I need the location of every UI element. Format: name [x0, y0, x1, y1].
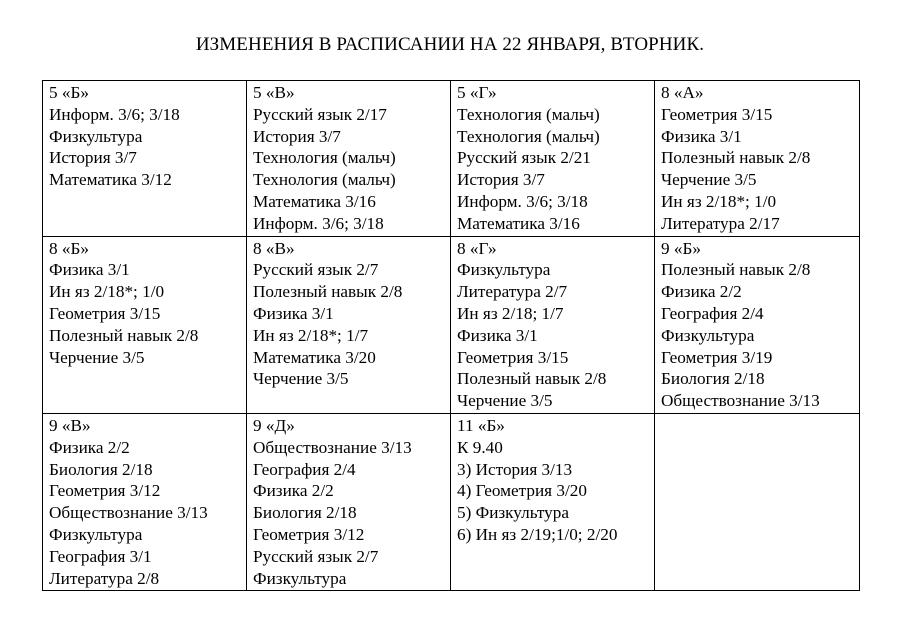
schedule-row — [43, 236, 860, 413]
lesson-entry: 4) Геометрия 3/20 — [457, 481, 587, 501]
class-name: 5 «Г» — [457, 83, 497, 102]
lesson-entry: Ин яз 2/18*; 1/0 — [49, 282, 165, 302]
lesson-entry: Черчение 3/5 — [253, 369, 349, 389]
lesson-entry: Физкультура — [49, 524, 143, 544]
lesson-entry: Технология (мальч) — [253, 148, 396, 168]
lesson-entry: Физкультура — [457, 260, 551, 280]
class-name: 8 «Б» — [49, 238, 89, 258]
lesson-entry: История 3/7 — [253, 126, 341, 146]
schedule-row — [43, 81, 860, 237]
lesson-entry: Русский язык 2/7 — [253, 546, 379, 566]
lesson-entry: Литература 2/8 — [49, 568, 160, 588]
lesson-entry: Русский язык 2/17 — [253, 104, 387, 124]
class-name: 9 «В» — [49, 415, 91, 435]
schedule-table — [42, 80, 860, 591]
lesson-entry: История 3/7 — [49, 148, 137, 168]
lesson-entry: Математика 3/16 — [457, 213, 580, 233]
lesson-entry: Геометрия 3/12 — [253, 524, 365, 544]
lesson-entry: Литература 2/17 — [661, 213, 780, 233]
lesson-entry: Ин яз 2/18*; 1/7 — [253, 325, 369, 345]
lesson-entry: Полезный навык 2/8 — [661, 260, 811, 280]
lesson-entry: 3) История 3/13 — [457, 459, 573, 479]
lesson-entry: Обществознание 3/13 — [49, 503, 208, 523]
class-name: 9 «Б» — [661, 238, 701, 258]
lesson-entry: Обществознание 3/13 — [253, 437, 412, 457]
lesson-entry: Физика 2/2 — [49, 437, 130, 457]
lesson-entry: Технология (мальч) — [457, 104, 600, 124]
lesson-entry: Черчение 3/5 — [49, 347, 145, 367]
lesson-entry: Математика 3/20 — [253, 347, 376, 367]
class-name: 8 «А» — [661, 83, 704, 102]
lesson-entry: Биология 2/18 — [661, 369, 765, 389]
lesson-entry: Информ. 3/6; 3/18 — [457, 191, 588, 211]
lesson-entry: К 9.40 — [457, 437, 503, 457]
page-title: ИЗМЕНЕНИЯ В РАСПИСАНИИ НА 22 ЯНВАРЯ, ВТОРНИК. — [195, 34, 705, 55]
class-name: 8 «В» — [253, 238, 295, 258]
lesson-entry: Технология (мальч) — [253, 170, 396, 190]
lesson-entry: 6) Ин яз 2/19;1/0; 2/20 — [457, 524, 618, 544]
lesson-entry: Математика 3/16 — [253, 191, 376, 211]
lesson-entry: Геометрия 3/12 — [49, 481, 161, 501]
lesson-entry: Полезный навык 2/8 — [49, 325, 199, 345]
class-cell — [451, 236, 655, 413]
class-name: 8 «Г» — [457, 238, 497, 258]
lesson-entry: Геометрия 3/19 — [661, 347, 773, 367]
lesson-entry: Математика 3/12 — [49, 170, 172, 190]
class-cell — [43, 413, 247, 590]
lesson-entry: Физика 3/1 — [661, 126, 742, 146]
lesson-entry: Технология (мальч) — [457, 126, 600, 146]
lesson-entry: Геометрия 3/15 — [457, 347, 569, 367]
lesson-entry: Геометрия 3/15 — [661, 104, 773, 124]
class-name: 5 «Б» — [49, 83, 89, 102]
lesson-entry: Черчение 3/5 — [661, 170, 757, 190]
lesson-entry: География 2/4 — [253, 459, 356, 479]
class-cell — [655, 236, 860, 413]
class-cell — [451, 81, 655, 237]
class-cell — [247, 81, 451, 237]
lesson-entry: Полезный навык 2/8 — [661, 148, 811, 168]
lesson-entry: 5) Физкультура — [457, 503, 569, 523]
class-cell — [655, 81, 860, 237]
class-cell — [43, 81, 247, 237]
lesson-entry: Обществознание 3/13 — [661, 391, 820, 411]
lesson-entry: География 2/4 — [661, 303, 764, 323]
lesson-entry: Физкультура — [661, 325, 755, 345]
lesson-entry: География 3/1 — [49, 546, 152, 566]
schedule-body — [43, 81, 860, 591]
class-cell — [247, 236, 451, 413]
class-cell — [655, 413, 860, 590]
lesson-entry: Физика 3/1 — [457, 325, 538, 345]
class-cell — [43, 236, 247, 413]
lesson-entry: Полезный навык 2/8 — [253, 282, 403, 302]
lesson-entry: Черчение 3/5 — [457, 391, 553, 411]
lesson-entry: Физика 3/1 — [253, 303, 334, 323]
lesson-entry: Русский язык 2/21 — [457, 148, 591, 168]
class-cell — [451, 413, 655, 590]
lesson-entry: Физика 3/1 — [49, 260, 130, 280]
lesson-entry: История 3/7 — [457, 170, 545, 190]
lesson-entry: Физкультура — [49, 126, 143, 146]
lesson-entry: Геометрия 3/15 — [49, 303, 161, 323]
lesson-entry: Полезный навык 2/8 — [457, 369, 607, 389]
class-name: 5 «В» — [253, 83, 295, 102]
lesson-entry: Физкультура — [253, 568, 347, 588]
lesson-entry: Физика 2/2 — [661, 282, 742, 302]
lesson-entry: Информ. 3/6; 3/18 — [253, 213, 384, 233]
lesson-entry: Русский язык 2/7 — [253, 260, 379, 280]
class-name: 9 «Д» — [253, 415, 295, 435]
lesson-entry: Биология 2/18 — [253, 503, 357, 523]
lesson-entry: Литература 2/7 — [457, 282, 568, 302]
lesson-entry: Информ. 3/6; 3/18 — [49, 104, 180, 124]
class-name: 11 «Б» — [457, 415, 505, 435]
lesson-entry: Биология 2/18 — [49, 459, 153, 479]
lesson-entry: Ин яз 2/18; 1/7 — [457, 303, 564, 323]
class-cell — [247, 413, 451, 590]
schedule-row — [43, 413, 860, 590]
lesson-entry: Физика 2/2 — [253, 481, 334, 501]
lesson-entry: Ин яз 2/18*; 1/0 — [661, 191, 777, 211]
